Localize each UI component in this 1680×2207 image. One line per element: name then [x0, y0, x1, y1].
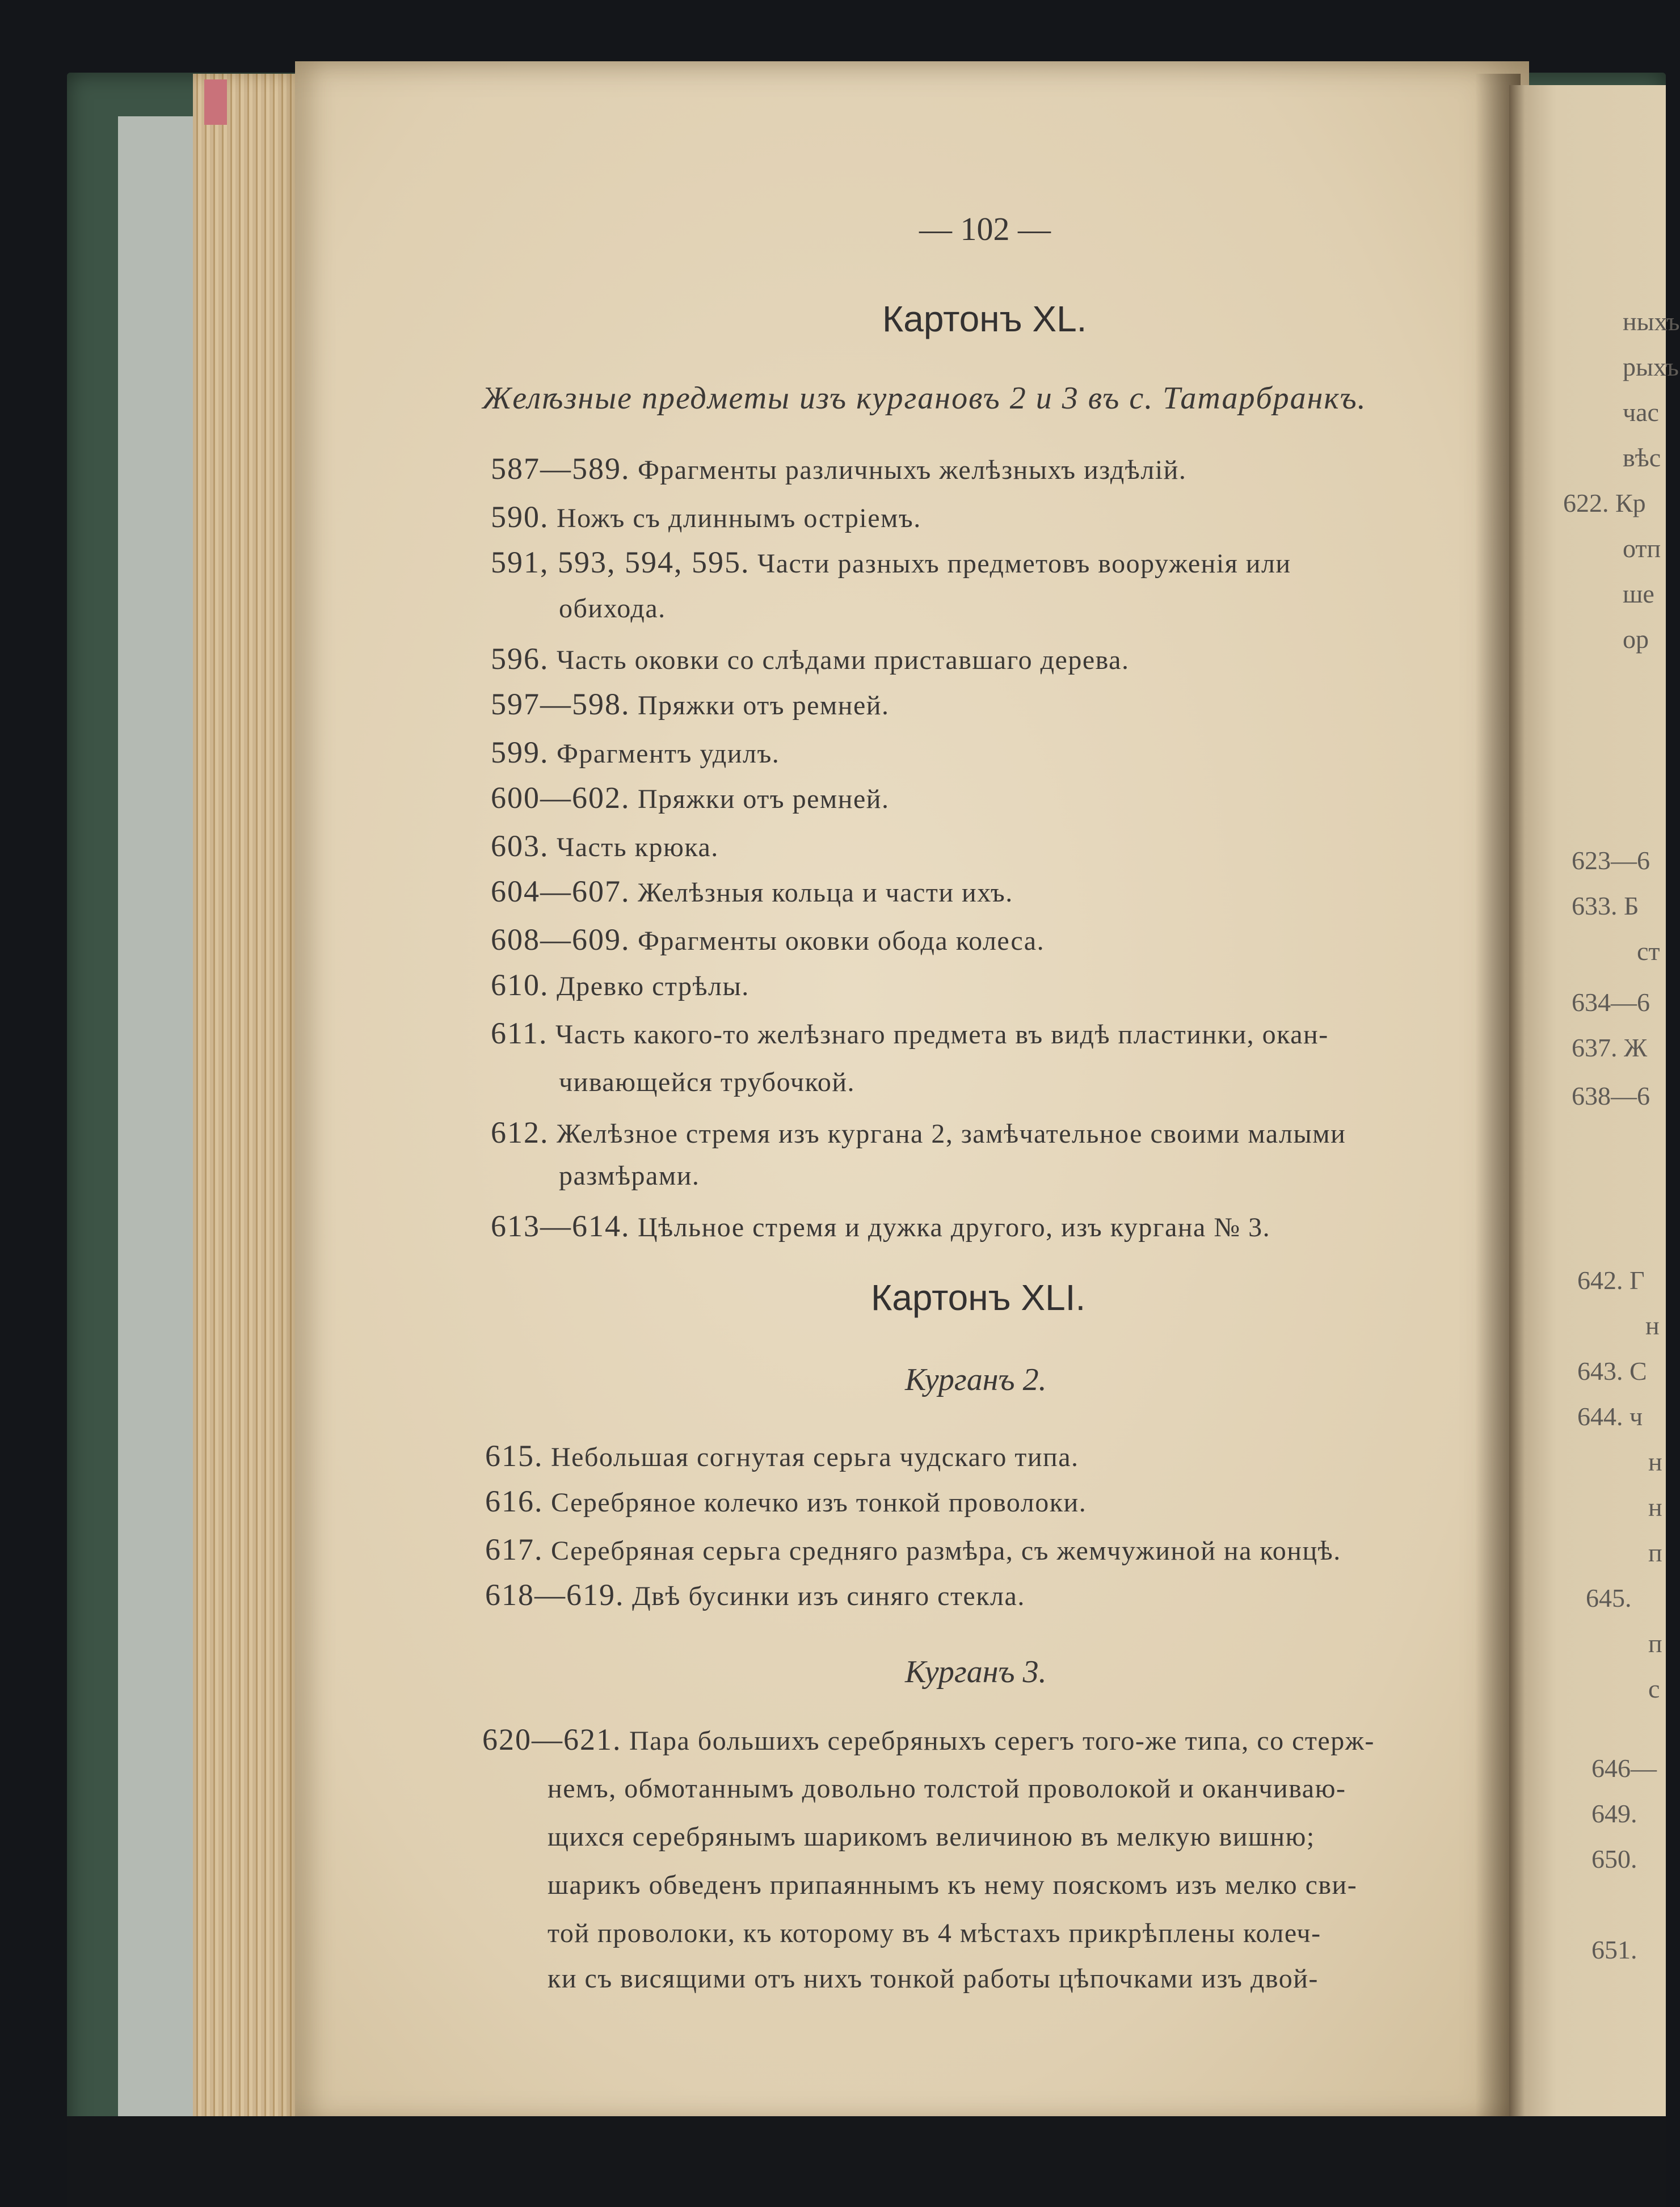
right-page-fragment: 633. Б [1572, 891, 1639, 920]
section-heading-xli: Картонъ XLI. [871, 1277, 1086, 1318]
entry-text: Небольшая согнутая серьга чудскаго типа. [551, 1442, 1079, 1472]
entry-number: 613—614. [491, 1209, 630, 1243]
entry-number: 612. [491, 1115, 549, 1149]
catalog-entry [491, 686, 889, 722]
section-subtitle: Желѣзные предметы изъ кургановъ 2 и 3 въ с. Татарбранкъ. [482, 381, 1367, 416]
entry-text: Части разныхъ предметовъ вооруженія или [757, 549, 1291, 579]
entry-continuation: той проволоки, къ которому въ 4 мѣстахъ прикрѣплены колеч- [548, 1918, 1321, 1948]
entry-number: 608—609. [491, 923, 630, 957]
entry-number: 603. [491, 829, 549, 863]
entry-number: 597—598. [491, 687, 630, 721]
background-shadow [67, 2116, 1666, 2207]
right-page-fragment: рыхъ [1623, 352, 1679, 381]
entry-number: 599. [491, 735, 549, 769]
catalog-entry [491, 1115, 1346, 1150]
bookmark-ribbon [204, 79, 227, 125]
catalog-entry [491, 641, 1129, 676]
left-page [295, 61, 1529, 2126]
catalog-entry [491, 451, 1186, 486]
entry-continuation: ки съ висящими отъ нихъ тонкой работы цѣпочками изъ двой- [548, 1964, 1319, 1994]
right-page-fragment: 634—6 [1572, 988, 1650, 1017]
right-page-fragment: 644. ч [1577, 1402, 1643, 1431]
catalog-entry [485, 1484, 1087, 1519]
right-page-fragment: 638—6 [1572, 1081, 1650, 1110]
entry-text: Цѣльное стремя и дужка другого, изъ кургана № 3. [638, 1212, 1271, 1243]
entry-text: Серебряное колечко изъ тонкой проволоки. [551, 1488, 1087, 1518]
entry-text: Фрагменты различныхъ желѣзныхъ издѣлій. [638, 455, 1187, 485]
entry-text: Часть какого-то желѣзнаго предмета въ видѣ пластинки, окан- [555, 1020, 1329, 1050]
kurgan-3-title: Курганъ 3. [905, 1654, 1047, 1690]
catalog-entry [491, 874, 1013, 909]
catalog-entry [491, 828, 719, 864]
right-page-fragment: 622. Кр [1563, 488, 1646, 517]
right-page-fragment: 645. [1586, 1583, 1632, 1612]
entry-number: 590. [491, 500, 549, 534]
entry-text: Пара большихъ серебряныхъ серегъ того-же типа, со стерж- [629, 1726, 1375, 1756]
endpaper-strip [118, 116, 195, 2133]
catalog-entry [491, 1016, 1329, 1051]
entry-number: 604—607. [491, 874, 630, 908]
catalog-entry [491, 780, 889, 815]
right-page [1509, 85, 1680, 2128]
catalog-entry [491, 967, 750, 1003]
catalog-entry [491, 499, 921, 534]
right-page-fragment: 649. [1591, 1799, 1637, 1828]
right-page-fragment: п [1648, 1629, 1662, 1658]
right-page-fragment: н [1645, 1311, 1660, 1340]
entry-text: Ножъ съ длиннымъ остріемъ. [557, 503, 921, 533]
right-page-fragment: п [1648, 1538, 1662, 1567]
entry-continuation: щихся серебрянымъ шарикомъ величиною въ мелкую вишню; [548, 1822, 1315, 1852]
kurgan-2-title: Курганъ 2. [905, 1362, 1047, 1397]
entry-number: 611. [491, 1016, 548, 1050]
page-number: — 102 — [919, 210, 1051, 247]
entry-number: 610. [491, 968, 549, 1002]
entry-continuation: чивающейся трубочкой. [559, 1067, 856, 1097]
catalog-entry [491, 922, 1045, 957]
right-page-fragment: н [1648, 1447, 1662, 1476]
right-page-fragment: час [1623, 398, 1659, 427]
right-page-fragment: 642. Г [1577, 1266, 1645, 1295]
entry-text: Часть крюка. [557, 832, 719, 862]
right-page-fragment: 623—6 [1572, 846, 1650, 875]
right-page-fragment: с [1648, 1674, 1660, 1703]
right-page-fragment: ныхъ [1623, 307, 1680, 336]
entry-text: Желѣзное стремя изъ кургана 2, замѣчательное своими малыми [557, 1119, 1346, 1149]
catalog-entry [482, 1722, 1375, 1757]
catalog-entry [485, 1532, 1341, 1567]
catalog-entry [485, 1438, 1079, 1473]
entry-text: Двѣ бусинки изъ синяго стекла. [632, 1581, 1025, 1611]
entry-number: 596. [491, 642, 549, 676]
entry-number: 591, 593, 594, 595. [491, 545, 750, 579]
section-heading-xl: Картонъ XL. [882, 298, 1087, 339]
entry-number: 615. [485, 1439, 544, 1473]
entry-text: Фрагменты оковки обода колеса. [638, 926, 1045, 956]
entry-number: 600—602. [491, 781, 630, 815]
right-page-fragment: 650. [1591, 1844, 1637, 1873]
entry-text: Пряжки отъ ремней. [638, 690, 890, 721]
entry-text: Пряжки отъ ремней. [638, 784, 890, 814]
entry-continuation: шарикъ обведенъ припаяннымъ къ нему пояскомъ изъ мелко сви- [548, 1870, 1358, 1900]
catalog-entry [485, 1577, 1025, 1612]
entry-continuation: немъ, обмотаннымъ довольно толстой проволокой и оканчиваю- [548, 1774, 1346, 1804]
entry-text: Древко стрѣлы. [557, 971, 750, 1001]
entry-text: Серебряная серьга средняго размѣра, съ жемчужиной на концѣ. [551, 1536, 1341, 1566]
catalog-entry [491, 735, 780, 770]
right-page-fragment: ше [1623, 579, 1654, 608]
entry-text: Желѣзныя кольца и части ихъ. [638, 878, 1013, 908]
entry-text: Часть оковки со слѣдами приставшаго дерева. [557, 645, 1130, 675]
entry-text: Фрагментъ удилъ. [557, 739, 780, 769]
right-page-fragment: 643. С [1577, 1357, 1647, 1385]
entry-number: 620—621. [482, 1722, 622, 1757]
entry-number: 618—619. [485, 1578, 625, 1612]
right-page-fragment: отп [1623, 534, 1661, 563]
entry-continuation: размѣрами. [559, 1161, 700, 1191]
right-page-fragment: н [1648, 1493, 1662, 1522]
right-page-fragment: 646— [1591, 1754, 1657, 1783]
right-page-fragment: вѣс [1623, 443, 1661, 472]
entry-number: 587—589. [491, 452, 630, 486]
catalog-entry [491, 1208, 1270, 1244]
right-page-fragment: ст [1637, 937, 1660, 966]
entry-number: 616. [485, 1484, 544, 1518]
right-page-fragment: 651. [1591, 1935, 1637, 1964]
entry-continuation: обихода. [559, 593, 666, 624]
right-page-fragment: 637. Ж [1572, 1033, 1648, 1062]
entry-number: 617. [485, 1532, 544, 1566]
catalog-entry [491, 545, 1291, 580]
right-page-fragment: ор [1623, 625, 1649, 654]
page-edges [193, 74, 306, 2139]
